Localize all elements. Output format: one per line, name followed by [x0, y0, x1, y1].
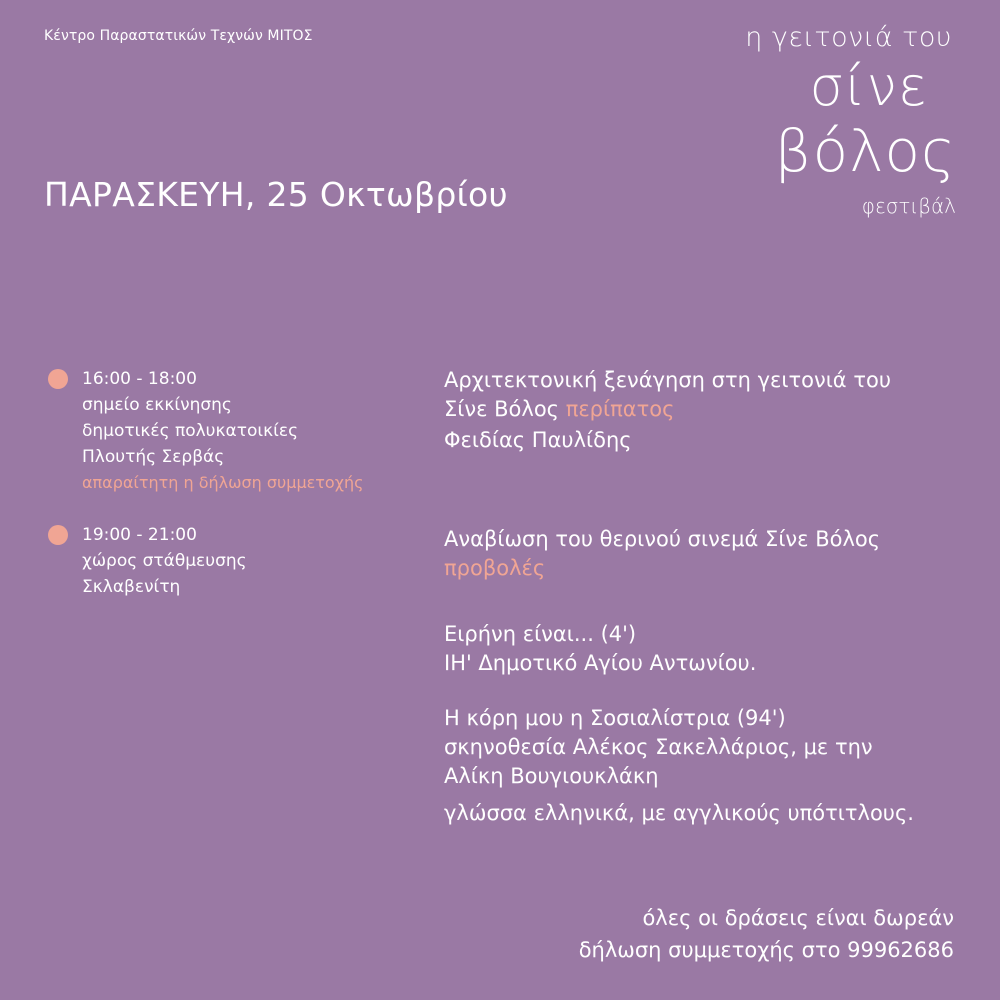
event-title-text: Σίνε Βόλος	[444, 397, 559, 421]
event-location-line: δημοτικές πολυκατοικίες	[82, 421, 299, 441]
footer-free-note: όλες οι δράσεις είναι δωρεάν	[642, 906, 954, 930]
logo-top-text: η γειτονιά του	[745, 22, 952, 53]
event-note: απαραίτητη η δήλωση συμμετοχής	[82, 473, 364, 492]
event-dot-icon	[48, 369, 68, 389]
film-2	[444, 704, 914, 828]
logo-line-2: βόλος	[774, 117, 956, 185]
film-credit: Αλίκη Βουγιουκλάκη	[444, 764, 659, 788]
event-1-info	[444, 366, 891, 455]
date-title: ΠΑΡΑΣΚΕΥΗ, 25 Οκτωβρίου	[44, 175, 508, 214]
film-credit: σκηνοθεσία Αλέκος Σακελλάριος, με την	[444, 735, 873, 759]
event-2-info	[444, 525, 880, 583]
logo-line-1: σίνε	[809, 55, 928, 118]
venue-name: Κέντρο Παραστατικών Τεχνών ΜΙΤΟΣ	[44, 28, 313, 44]
event-type: περίπατος	[565, 397, 675, 421]
event-location-line: σημείο εκκίνησης	[82, 395, 232, 415]
event-location-line: Σκλαβενίτη	[82, 577, 181, 597]
event-1-details	[82, 366, 363, 496]
film-language: γλώσσα ελληνικά, με αγγλικούς υπότιτλους.	[444, 801, 914, 825]
event-dot-icon	[48, 525, 68, 545]
event-location-line: Πλουτής Σερβάς	[82, 447, 225, 467]
event-time: 19:00 - 21:00	[82, 525, 197, 545]
film-1	[444, 620, 756, 678]
event-type: προβολές	[444, 556, 546, 580]
film-title: Η κόρη μου η Σοσιαλίστρια (94')	[444, 706, 786, 730]
film-credit: ΙΗ' Δημοτικό Αγίου Αντωνίου.	[444, 651, 757, 675]
event-location-line: χώρος στάθμευσης	[82, 551, 247, 571]
event-time: 16:00 - 18:00	[82, 369, 197, 389]
event-title-line-2	[444, 395, 891, 424]
event-2-details	[82, 522, 247, 600]
event-person: Φειδίας Παυλίδης	[444, 428, 632, 452]
logo-bottom-text: φεστιβάλ	[861, 194, 956, 218]
footer-registration: δήλωση συμμετοχής στο 99962686	[578, 938, 954, 962]
footer	[579, 902, 954, 966]
event-title-line: Αναβίωση του θερινού σινεμά Σίνε Βόλος	[444, 527, 881, 551]
event-title-line: Αρχιτεκτονική ξενάγηση στη γειτονιά του	[444, 368, 891, 392]
film-title: Ειρήνη είναι... (4')	[444, 622, 637, 646]
